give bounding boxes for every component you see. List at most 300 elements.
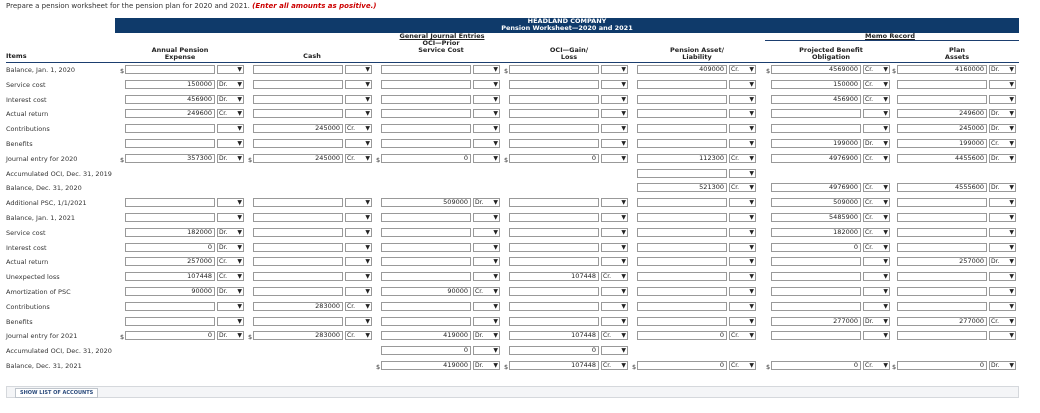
pbo-drcr-select[interactable]	[863, 124, 890, 133]
oci-prior-amount-input[interactable]	[381, 80, 471, 89]
pension-asset-drcr-select[interactable]	[729, 80, 756, 89]
pension-expense-drcr-select[interactable]	[217, 65, 244, 74]
pension-asset-amount-input[interactable]	[637, 317, 727, 326]
pension-expense-drcr-select[interactable]	[217, 228, 244, 237]
pbo-drcr-select[interactable]	[863, 109, 890, 118]
pbo-amount-input[interactable]	[771, 124, 861, 133]
cash-amount-input[interactable]: 245000	[253, 124, 343, 133]
plan-assets-drcr-select[interactable]	[989, 80, 1016, 89]
cash-drcr-select[interactable]	[345, 243, 372, 252]
oci-gain-amount-input[interactable]	[509, 287, 599, 296]
instruction-text: Prepare a pension worksheet for the pension plan for 2020 and 2021.	[6, 2, 250, 10]
cash-drcr-select[interactable]	[345, 109, 372, 118]
pension-asset-amount-input[interactable]	[637, 302, 727, 311]
pbo-drcr-select[interactable]	[863, 80, 890, 89]
oci-prior-amount-input[interactable]	[381, 243, 471, 252]
chevron-down-icon: ▼	[621, 155, 626, 162]
cash-drcr-select[interactable]	[345, 213, 372, 222]
pension-asset-drcr-select[interactable]	[729, 169, 756, 178]
chevron-down-icon: ▼	[365, 125, 370, 132]
plan-assets-drcr-select[interactable]	[989, 287, 1016, 296]
pension-asset-drcr-select[interactable]	[729, 317, 756, 326]
cash-drcr-select[interactable]	[345, 80, 372, 89]
pbo-amount-input[interactable]	[771, 257, 861, 266]
pbo-amount-input[interactable]: 0	[771, 243, 861, 252]
oci-prior-drcr-select[interactable]	[473, 361, 500, 370]
row-label: Balance, Jan. 1, 2020	[6, 66, 76, 74]
oci-gain-amount-input[interactable]: 0	[509, 154, 599, 163]
dollar-sign: $	[892, 67, 897, 75]
oci-gain-amount-input[interactable]	[509, 317, 599, 326]
oci-prior-amount-input[interactable]: 0	[381, 346, 471, 355]
plan-assets-drcr-select[interactable]	[989, 213, 1016, 222]
oci-prior-amount-input[interactable]	[381, 272, 471, 281]
cash-amount-input[interactable]	[253, 243, 343, 252]
pension-asset-amount-input[interactable]	[637, 213, 727, 222]
oci-gain-amount-input[interactable]: 0	[509, 346, 599, 355]
chevron-down-icon: ▼	[1009, 155, 1014, 162]
chevron-down-icon: ▼	[237, 288, 242, 295]
pbo-amount-input[interactable]: 199000	[771, 139, 861, 148]
oci-prior-drcr-select[interactable]	[473, 331, 500, 340]
oci-prior-amount-input[interactable]	[381, 213, 471, 222]
plan-assets-amount-input[interactable]	[897, 272, 987, 281]
pension-asset-drcr-select[interactable]	[729, 302, 756, 311]
pension-asset-amount-input[interactable]	[637, 198, 727, 207]
oci-gain-drcr-select[interactable]	[601, 154, 628, 163]
pbo-amount-input[interactable]: 182000	[771, 228, 861, 237]
cash-amount-input[interactable]: 283000	[253, 331, 343, 340]
cash-amount-input[interactable]	[253, 317, 343, 326]
pbo-drcr-select[interactable]	[863, 65, 890, 74]
drcr-value: Cr.	[865, 214, 874, 221]
pension-expense-amount-input[interactable]: 90000	[125, 287, 215, 296]
oci-gain-drcr-select[interactable]	[601, 257, 628, 266]
chevron-down-icon: ▼	[749, 318, 754, 325]
plan-assets-amount-input[interactable]	[897, 302, 987, 311]
cash-amount-input[interactable]: 245000	[253, 154, 343, 163]
pension-expense-drcr-select[interactable]	[217, 331, 244, 340]
pension-expense-amount-input[interactable]: 107448	[125, 272, 215, 281]
cash-drcr-select[interactable]	[345, 65, 372, 74]
pension-expense-drcr-select[interactable]	[217, 272, 244, 281]
chevron-down-icon: ▼	[621, 303, 626, 310]
pension-asset-drcr-select[interactable]	[729, 287, 756, 296]
plan-assets-amount-input[interactable]	[897, 243, 987, 252]
cash-amount-input[interactable]	[253, 80, 343, 89]
cash-drcr-select[interactable]	[345, 287, 372, 296]
cash-drcr-select[interactable]	[345, 257, 372, 266]
pbo-drcr-select[interactable]	[863, 302, 890, 311]
pbo-amount-input[interactable]	[771, 302, 861, 311]
oci-prior-drcr-select[interactable]	[473, 346, 500, 355]
plan-assets-amount-input[interactable]: 249600	[897, 109, 987, 118]
oci-prior-drcr-select[interactable]	[473, 228, 500, 237]
pbo-amount-input[interactable]: 509000	[771, 198, 861, 207]
plan-assets-drcr-select[interactable]	[989, 228, 1016, 237]
pension-asset-drcr-select[interactable]	[729, 361, 756, 370]
pension-expense-amount-input[interactable]: 150000	[125, 80, 215, 89]
oci-gain-drcr-select[interactable]	[601, 139, 628, 148]
pension-asset-amount-input[interactable]	[637, 228, 727, 237]
oci-prior-drcr-select[interactable]	[473, 154, 500, 163]
dollar-sign: $	[766, 363, 771, 371]
oci-gain-drcr-select[interactable]	[601, 213, 628, 222]
cash-amount-input[interactable]	[253, 257, 343, 266]
cash-drcr-select[interactable]	[345, 331, 372, 340]
plan-assets-drcr-select[interactable]	[989, 243, 1016, 252]
oci-gain-amount-input[interactable]	[509, 124, 599, 133]
oci-prior-amount-input[interactable]	[381, 302, 471, 311]
oci-gain-header: OCI—Gain/ Loss	[549, 46, 589, 61]
oci-prior-drcr-select[interactable]	[473, 302, 500, 311]
pension-expense-amount-input[interactable]: 0	[125, 243, 215, 252]
plan-assets-drcr-select[interactable]	[989, 95, 1016, 104]
chevron-down-icon: ▼	[621, 110, 626, 117]
plan-assets-amount-input[interactable]: 257000	[897, 257, 987, 266]
row-label: Accumulated OCI, Dec. 31, 2019	[6, 170, 112, 178]
chevron-down-icon: ▼	[883, 362, 888, 369]
oci-prior-drcr-select[interactable]	[473, 124, 500, 133]
chevron-down-icon: ▼	[749, 184, 754, 191]
pension-expense-amount-input[interactable]	[125, 65, 215, 74]
plan-assets-amount-input[interactable]	[897, 331, 987, 340]
plan-assets-amount-input[interactable]: 4555600	[897, 183, 987, 192]
plan-assets-drcr-select[interactable]	[989, 183, 1016, 192]
cash-drcr-select[interactable]	[345, 154, 372, 163]
pension-expense-drcr-select[interactable]	[217, 213, 244, 222]
pension-expense-amount-input[interactable]: 357300	[125, 154, 215, 163]
pbo-amount-input[interactable]	[771, 109, 861, 118]
pbo-drcr-select[interactable]	[863, 361, 890, 370]
chevron-down-icon: ▼	[883, 96, 888, 103]
chevron-down-icon: ▼	[883, 229, 888, 236]
pbo-drcr-select[interactable]	[863, 198, 890, 207]
pension-asset-drcr-select[interactable]	[729, 109, 756, 118]
plan-assets-amount-input[interactable]	[897, 213, 987, 222]
oci-gain-amount-input[interactable]	[509, 228, 599, 237]
pension-asset-drcr-select[interactable]	[729, 124, 756, 133]
plan-assets-drcr-select[interactable]	[989, 109, 1016, 118]
plan-assets-amount-input[interactable]	[897, 228, 987, 237]
plan-assets-amount-input[interactable]: 277000	[897, 317, 987, 326]
chevron-down-icon: ▼	[237, 229, 242, 236]
plan-assets-amount-input[interactable]: 245000	[897, 124, 987, 133]
chevron-down-icon: ▼	[237, 318, 242, 325]
oci-prior-drcr-select[interactable]	[473, 109, 500, 118]
pension-asset-drcr-select[interactable]	[729, 213, 756, 222]
cash-drcr-select[interactable]	[345, 317, 372, 326]
cash-amount-input[interactable]	[253, 228, 343, 237]
plan-assets-drcr-select[interactable]	[989, 361, 1016, 370]
chevron-down-icon: ▼	[749, 362, 754, 369]
oci-prior-amount-input[interactable]: 419000	[381, 331, 471, 340]
plan-assets-drcr-select[interactable]	[989, 198, 1016, 207]
oci-prior-amount-input[interactable]: 509000	[381, 198, 471, 207]
cash-amount-input[interactable]: 283000	[253, 302, 343, 311]
oci-gain-amount-input[interactable]	[509, 80, 599, 89]
pension-asset-drcr-select[interactable]	[729, 154, 756, 163]
cash-amount-input[interactable]	[253, 272, 343, 281]
pbo-amount-input[interactable]	[771, 272, 861, 281]
pension-asset-drcr-select[interactable]	[729, 257, 756, 266]
oci-gain-drcr-select[interactable]	[601, 124, 628, 133]
oci-gain-drcr-select[interactable]	[601, 361, 628, 370]
plan-assets-amount-input[interactable]: 4455600	[897, 154, 987, 163]
plan-assets-drcr-select[interactable]	[989, 302, 1016, 311]
pbo-drcr-select[interactable]	[863, 213, 890, 222]
drcr-value: Cr.	[731, 332, 740, 339]
pension-expense-drcr-select[interactable]	[217, 302, 244, 311]
pbo-amount-input[interactable]: 456900	[771, 95, 861, 104]
pbo-drcr-select[interactable]	[863, 287, 890, 296]
plan-assets-amount-input[interactable]	[897, 80, 987, 89]
oci-gain-drcr-select[interactable]	[601, 198, 628, 207]
drcr-value: Cr.	[865, 199, 874, 206]
pbo-drcr-select[interactable]	[863, 228, 890, 237]
chevron-down-icon: ▼	[493, 229, 498, 236]
oci-prior-amount-input[interactable]	[381, 95, 471, 104]
pbo-amount-input[interactable]: 4569000	[771, 65, 861, 74]
cash-amount-input[interactable]	[253, 213, 343, 222]
pbo-drcr-select[interactable]	[863, 272, 890, 281]
oci-prior-amount-input[interactable]: 0	[381, 154, 471, 163]
show-accounts-button[interactable]: SHOW LIST OF ACCOUNTS	[15, 388, 98, 398]
plan-assets-drcr-select[interactable]	[989, 257, 1016, 266]
plan-assets-drcr-select[interactable]	[989, 272, 1016, 281]
oci-gain-drcr-select[interactable]	[601, 317, 628, 326]
cash-drcr-select[interactable]	[345, 124, 372, 133]
plan-assets-drcr-select[interactable]	[989, 124, 1016, 133]
oci-prior-drcr-select[interactable]	[473, 243, 500, 252]
cash-amount-input[interactable]	[253, 65, 343, 74]
row-label: Accumulated OCI, Dec. 31, 2020	[6, 347, 112, 355]
pension-asset-drcr-select[interactable]	[729, 65, 756, 74]
pension-asset-amount-input[interactable]	[637, 139, 727, 148]
pension-asset-amount-input[interactable]	[637, 243, 727, 252]
plan-assets-amount-input[interactable]: 199000	[897, 139, 987, 148]
oci-gain-amount-input[interactable]: 107448	[509, 331, 599, 340]
pension-asset-amount-input[interactable]: 409000	[637, 65, 727, 74]
pension-expense-amount-input[interactable]	[125, 317, 215, 326]
cash-amount-input[interactable]	[253, 139, 343, 148]
pension-asset-amount-input[interactable]	[637, 272, 727, 281]
pbo-drcr-select[interactable]	[863, 183, 890, 192]
pension-expense-amount-input[interactable]	[125, 124, 215, 133]
pension-asset-drcr-select[interactable]	[729, 95, 756, 104]
oci-gain-drcr-select[interactable]	[601, 243, 628, 252]
oci-prior-amount-input[interactable]: 419000	[381, 361, 471, 370]
oci-gain-drcr-select[interactable]	[601, 228, 628, 237]
pension-expense-drcr-select[interactable]	[217, 80, 244, 89]
pension-asset-drcr-select[interactable]	[729, 139, 756, 148]
chevron-down-icon: ▼	[749, 170, 754, 177]
oci-gain-amount-input[interactable]	[509, 302, 599, 311]
oci-prior-drcr-select[interactable]	[473, 65, 500, 74]
plan-assets-amount-input[interactable]: 4160000	[897, 65, 987, 74]
oci-gain-amount-input[interactable]	[509, 257, 599, 266]
pension-asset-drcr-select[interactable]	[729, 228, 756, 237]
pbo-drcr-select[interactable]	[863, 154, 890, 163]
oci-prior-amount-input[interactable]	[381, 109, 471, 118]
pbo-amount-input[interactable]: 4976900	[771, 154, 861, 163]
cash-amount-input[interactable]	[253, 287, 343, 296]
cash-drcr-select[interactable]	[345, 228, 372, 237]
pension-asset-amount-input[interactable]: 0	[637, 361, 727, 370]
oci-prior-drcr-select[interactable]	[473, 213, 500, 222]
pension-asset-amount-input[interactable]: 112300	[637, 154, 727, 163]
pension-asset-drcr-select[interactable]	[729, 243, 756, 252]
pension-asset-amount-input[interactable]	[637, 109, 727, 118]
oci-gain-amount-input[interactable]	[509, 243, 599, 252]
oci-gain-drcr-select[interactable]	[601, 287, 628, 296]
cash-drcr-select[interactable]	[345, 139, 372, 148]
pension-expense-drcr-select[interactable]	[217, 109, 244, 118]
oci-prior-amount-input[interactable]: 90000	[381, 287, 471, 296]
chevron-down-icon: ▼	[493, 332, 498, 339]
chevron-down-icon: ▼	[365, 199, 370, 206]
chevron-down-icon: ▼	[621, 214, 626, 221]
pension-expense-drcr-select[interactable]	[217, 198, 244, 207]
drcr-value: Cr.	[991, 140, 1000, 147]
pbo-drcr-select[interactable]	[863, 95, 890, 104]
pension-asset-drcr-select[interactable]	[729, 272, 756, 281]
plan-assets-amount-input[interactable]	[897, 95, 987, 104]
pbo-drcr-select[interactable]	[863, 317, 890, 326]
oci-prior-amount-input[interactable]	[381, 65, 471, 74]
pension-expense-amount-input[interactable]	[125, 198, 215, 207]
pbo-amount-input[interactable]: 4976900	[771, 183, 861, 192]
pension-expense-amount-input[interactable]: 182000	[125, 228, 215, 237]
plan-assets-drcr-select[interactable]	[989, 65, 1016, 74]
oci-gain-drcr-select[interactable]	[601, 272, 628, 281]
pension-expense-drcr-select[interactable]	[217, 287, 244, 296]
pension-expense-amount-input[interactable]	[125, 302, 215, 311]
oci-gain-amount-input[interactable]	[509, 109, 599, 118]
plan-assets-drcr-select[interactable]	[989, 317, 1016, 326]
plan-assets-amount-input[interactable]	[897, 287, 987, 296]
pension-asset-amount-input[interactable]: 0	[637, 331, 727, 340]
pension-expense-drcr-select[interactable]	[217, 317, 244, 326]
oci-gain-amount-input[interactable]	[509, 213, 599, 222]
pension-expense-drcr-select[interactable]	[217, 139, 244, 148]
oci-gain-drcr-select[interactable]	[601, 331, 628, 340]
pbo-drcr-select[interactable]	[863, 139, 890, 148]
oci-gain-amount-input[interactable]	[509, 95, 599, 104]
pension-expense-amount-input[interactable]: 456900	[125, 95, 215, 104]
plan-assets-drcr-select[interactable]	[989, 154, 1016, 163]
pension-asset-drcr-select[interactable]	[729, 331, 756, 340]
oci-prior-drcr-select[interactable]	[473, 139, 500, 148]
cash-drcr-select[interactable]	[345, 272, 372, 281]
dollar-sign: $	[632, 363, 637, 371]
pension-expense-amount-input[interactable]: 0	[125, 331, 215, 340]
oci-prior-amount-input[interactable]	[381, 228, 471, 237]
pbo-drcr-select[interactable]	[863, 257, 890, 266]
pbo-drcr-select[interactable]	[863, 243, 890, 252]
pension-asset-amount-input[interactable]	[637, 169, 727, 178]
pbo-amount-input[interactable]: 277000	[771, 317, 861, 326]
pension-expense-drcr-select[interactable]	[217, 124, 244, 133]
oci-gain-amount-input[interactable]	[509, 139, 599, 148]
pension-expense-amount-input[interactable]	[125, 213, 215, 222]
chevron-down-icon: ▼	[237, 155, 242, 162]
chevron-down-icon: ▼	[749, 125, 754, 132]
chevron-down-icon: ▼	[493, 258, 498, 265]
oci-prior-amount-input[interactable]	[381, 139, 471, 148]
oci-gain-drcr-select[interactable]	[601, 346, 628, 355]
oci-prior-drcr-select[interactable]	[473, 95, 500, 104]
pension-asset-drcr-select[interactable]	[729, 198, 756, 207]
oci-gain-drcr-select[interactable]	[601, 109, 628, 118]
pension-asset-amount-input[interactable]	[637, 95, 727, 104]
plan-assets-amount-input[interactable]	[897, 198, 987, 207]
pension-expense-drcr-select[interactable]	[217, 95, 244, 104]
oci-gain-amount-input[interactable]	[509, 65, 599, 74]
pension-asset-amount-input[interactable]: 521300	[637, 183, 727, 192]
pension-expense-drcr-select[interactable]	[217, 243, 244, 252]
plan-assets-drcr-select[interactable]	[989, 331, 1016, 340]
cash-amount-input[interactable]	[253, 109, 343, 118]
oci-prior-amount-input[interactable]	[381, 317, 471, 326]
plan-assets-drcr-select[interactable]	[989, 139, 1016, 148]
dollar-sign: $	[120, 156, 125, 164]
oci-gain-amount-input[interactable]: 107448	[509, 361, 599, 370]
cash-amount-input[interactable]	[253, 198, 343, 207]
cash-drcr-select[interactable]	[345, 95, 372, 104]
pbo-amount-input[interactable]: 5485900	[771, 213, 861, 222]
pension-expense-amount-input[interactable]: 249600	[125, 109, 215, 118]
oci-prior-drcr-select[interactable]	[473, 257, 500, 266]
oci-gain-drcr-select[interactable]	[601, 80, 628, 89]
oci-prior-drcr-select[interactable]	[473, 80, 500, 89]
oci-gain-amount-input[interactable]	[509, 198, 599, 207]
oci-gain-drcr-select[interactable]	[601, 65, 628, 74]
pension-expense-amount-input[interactable]	[125, 139, 215, 148]
pbo-drcr-select[interactable]	[863, 331, 890, 340]
cash-drcr-select[interactable]	[345, 198, 372, 207]
chevron-down-icon: ▼	[1009, 66, 1014, 73]
cash-drcr-select[interactable]	[345, 302, 372, 311]
chevron-down-icon: ▼	[621, 66, 626, 73]
pbo-amount-input[interactable]: 0	[771, 361, 861, 370]
pension-asset-amount-input[interactable]	[637, 80, 727, 89]
pension-asset-amount-input[interactable]	[637, 257, 727, 266]
oci-prior-amount-input[interactable]	[381, 124, 471, 133]
oci-prior-drcr-select[interactable]	[473, 287, 500, 296]
oci-gain-drcr-select[interactable]	[601, 302, 628, 311]
pension-expense-drcr-select[interactable]	[217, 257, 244, 266]
pension-asset-amount-input[interactable]	[637, 124, 727, 133]
cash-amount-input[interactable]	[253, 95, 343, 104]
pbo-amount-input[interactable]	[771, 331, 861, 340]
pension-asset-drcr-select[interactable]	[729, 183, 756, 192]
pbo-amount-input[interactable]	[771, 287, 861, 296]
oci-gain-amount-input[interactable]: 107448	[509, 272, 599, 281]
oci-gain-drcr-select[interactable]	[601, 95, 628, 104]
pbo-amount-input[interactable]: 150000	[771, 80, 861, 89]
pension-asset-amount-input[interactable]	[637, 287, 727, 296]
oci-prior-amount-input[interactable]	[381, 257, 471, 266]
chevron-down-icon: ▼	[1009, 140, 1014, 147]
pension-expense-drcr-select[interactable]	[217, 154, 244, 163]
oci-prior-drcr-select[interactable]	[473, 198, 500, 207]
oci-prior-drcr-select[interactable]	[473, 272, 500, 281]
drcr-value: Dr.	[991, 125, 1000, 132]
plan-assets-amount-input[interactable]: 0	[897, 361, 987, 370]
pension-expense-amount-input[interactable]: 257000	[125, 257, 215, 266]
oci-prior-drcr-select[interactable]	[473, 317, 500, 326]
